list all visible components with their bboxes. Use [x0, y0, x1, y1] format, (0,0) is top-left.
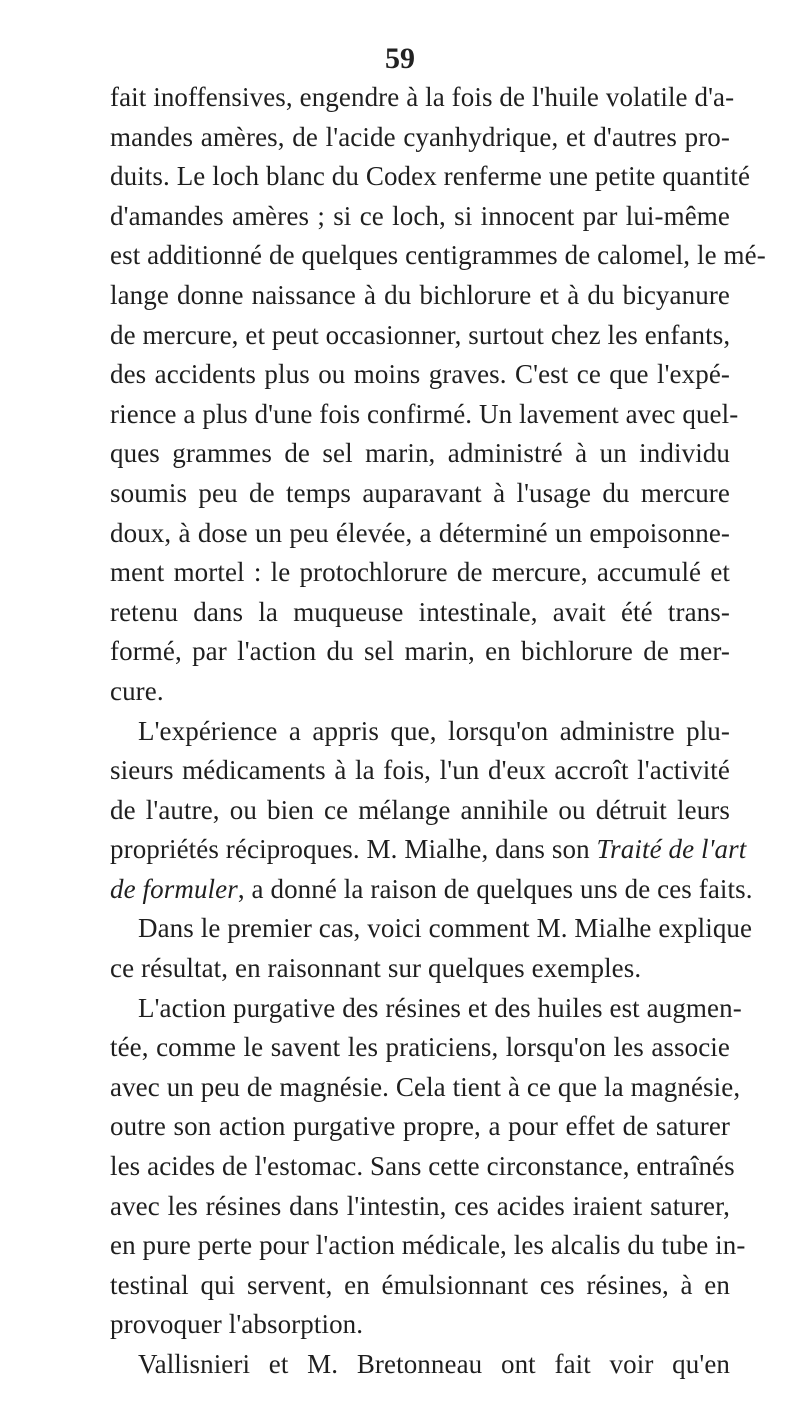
text-line: de l'autre, ou bien ce mélange annihile ou détruit leurs — [110, 794, 730, 825]
text-line: en pure perte pour l'action médicale, les alcalis du tube in- — [110, 1230, 746, 1261]
text-line: formé, par l'action du sel marin, en bichlorure de mer- — [110, 636, 730, 667]
text-line: d'amandes amères ; si ce loch, si innocent par lui-même — [110, 200, 730, 231]
text-line: ques grammes de sel marin, administré à un individu — [110, 438, 730, 469]
text-line: outre son action purgative propre, a pour effet de saturer — [110, 1111, 730, 1142]
text-run: propriétés réciproques. M. Mialhe, dans son — [110, 834, 590, 865]
text-run: , a donné la raison de quelques uns de ces faits. — [237, 873, 753, 904]
text-line: les acides de l'estomac. Sans cette circonstance, entraînés — [110, 1151, 735, 1182]
text-line: lange donne naissance à du bichlorure et à du bicyanure — [110, 279, 730, 310]
text-line: provoquer l'absorption. — [110, 1309, 364, 1340]
text-line: sieurs médicaments à la fois, l'un d'eux accroît l'activité — [110, 755, 730, 786]
text-line: avec un peu de magnésie. Cela tient à ce que la magnésie, — [110, 1071, 741, 1102]
page-number: 59 — [385, 42, 415, 75]
text-line: tée, comme le savent les praticiens, lorsqu'on les associe — [110, 1032, 730, 1063]
book-title-italic: Traité de l'art — [596, 834, 747, 865]
text-line-with-title — [110, 870, 753, 910]
text-line: mandes amères, de l'acide cyanhydrique, et d'autres pro- — [110, 121, 730, 152]
paragraph-start-line: L'expérience a appris que, lorsqu'on administre plu- — [138, 715, 730, 746]
paragraph-start-line: L'action purgative des résines et des huiles est augmen- — [138, 992, 742, 1023]
text-line: ce résultat, en raisonnant sur quelques exemples. — [110, 953, 642, 984]
text-line-with-title — [110, 830, 747, 870]
text-line: cure. — [110, 675, 164, 706]
text-line: soumis peu de temps auparavant à l'usage du mercure — [110, 477, 730, 508]
book-title-italic: de formuler — [110, 873, 238, 904]
text-line: avec les résines dans l'intestin, ces acides iraient saturer, — [110, 1190, 730, 1221]
text-line: retenu dans la muqueuse intestinale, avait été trans- — [110, 596, 730, 627]
text-line: des accidents plus ou moins graves. C'est ce que l'expé- — [110, 359, 730, 390]
body-text — [110, 78, 766, 1385]
text-line: de mercure, et peut occasionner, surtout chez les enfants, — [110, 319, 731, 350]
text-line: rience a plus d'une fois confirmé. Un lavement avec quel- — [110, 398, 739, 429]
text-line: testinal qui servent, en émulsionnant ces résines, à en — [110, 1269, 730, 1300]
text-line: fait inoffensives, engendre à la fois de l'huile volatile d'a- — [110, 82, 735, 112]
text-line: duits. Le loch blanc du Codex renferme une petite quantité — [110, 161, 751, 192]
text-line: est additionné de quelques centigrammes de calomel, le mé- — [110, 240, 766, 271]
text-line: ment mortel : le protochlorure de mercure, accumulé et — [110, 557, 730, 588]
paragraph-start-line: Dans le premier cas, voici comment M. Mialhe explique — [138, 913, 753, 944]
paragraph-start-line: Vallisnieri et M. Bretonneau ont fait voir qu'en — [138, 1349, 730, 1379]
text-line: doux, à dose un peu élevée, a déterminé un empoisonne- — [110, 517, 730, 548]
